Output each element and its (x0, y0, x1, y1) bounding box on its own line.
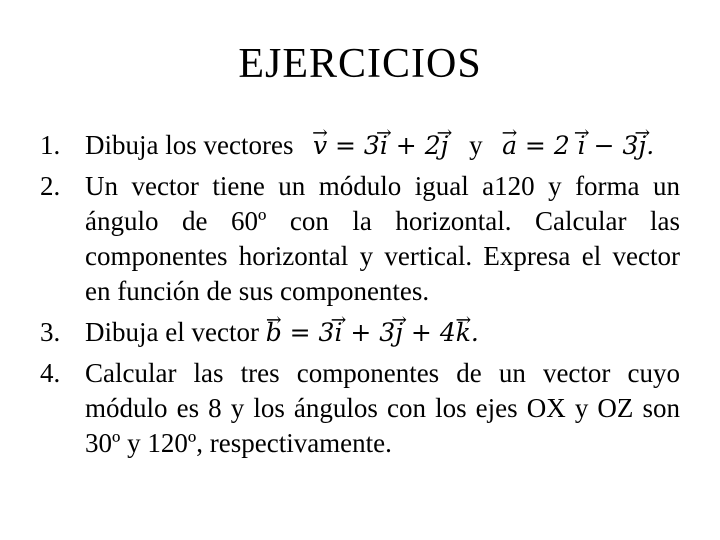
exercise-text: Calcular las tres componentes de un vector cuyo módulo es 8 y los ángulos con los ejes OX y OZ son 30º y 120º, respectivamente. (85, 358, 680, 458)
exercise-1-lead: Dibuja los vectores (85, 130, 294, 160)
connector-word: y (469, 130, 483, 160)
vector-v-equation: → v = 3→ i + 2→ j (313, 131, 456, 160)
exercise-text (85, 315, 680, 350)
exercise-number: 3. (40, 317, 61, 347)
exercise-3 (40, 315, 680, 350)
vector-b-equation: → b = 3→ i + 3→ j + 4→ k. (266, 318, 479, 347)
vector-v-symbol: → v (313, 128, 327, 163)
page-title: EJERCICIOS (238, 41, 482, 87)
exercise-4 (40, 356, 680, 461)
exercise-3-lead: Dibuja el vector (85, 317, 259, 347)
exercise-1 (40, 128, 680, 163)
vector-a-symbol: → a (502, 128, 517, 163)
vector-a-equation: → a = 2 → i − 3→ j. (502, 131, 654, 160)
exercise-2 (40, 169, 680, 309)
exercise-list (40, 128, 680, 467)
exercise-number: 1. (40, 130, 61, 160)
exercise-text (85, 128, 680, 163)
exercise-text: Un vector tiene un módulo igual a120 y forma un ángulo de 60º con la horizontal. Calcular las componentes horizontal y vertical. Expresa el vector en función de sus componentes. (85, 171, 680, 306)
vector-b-symbol: → b (266, 315, 282, 350)
exercise-number: 2. (40, 171, 61, 201)
exercise-number: 4. (40, 358, 61, 388)
